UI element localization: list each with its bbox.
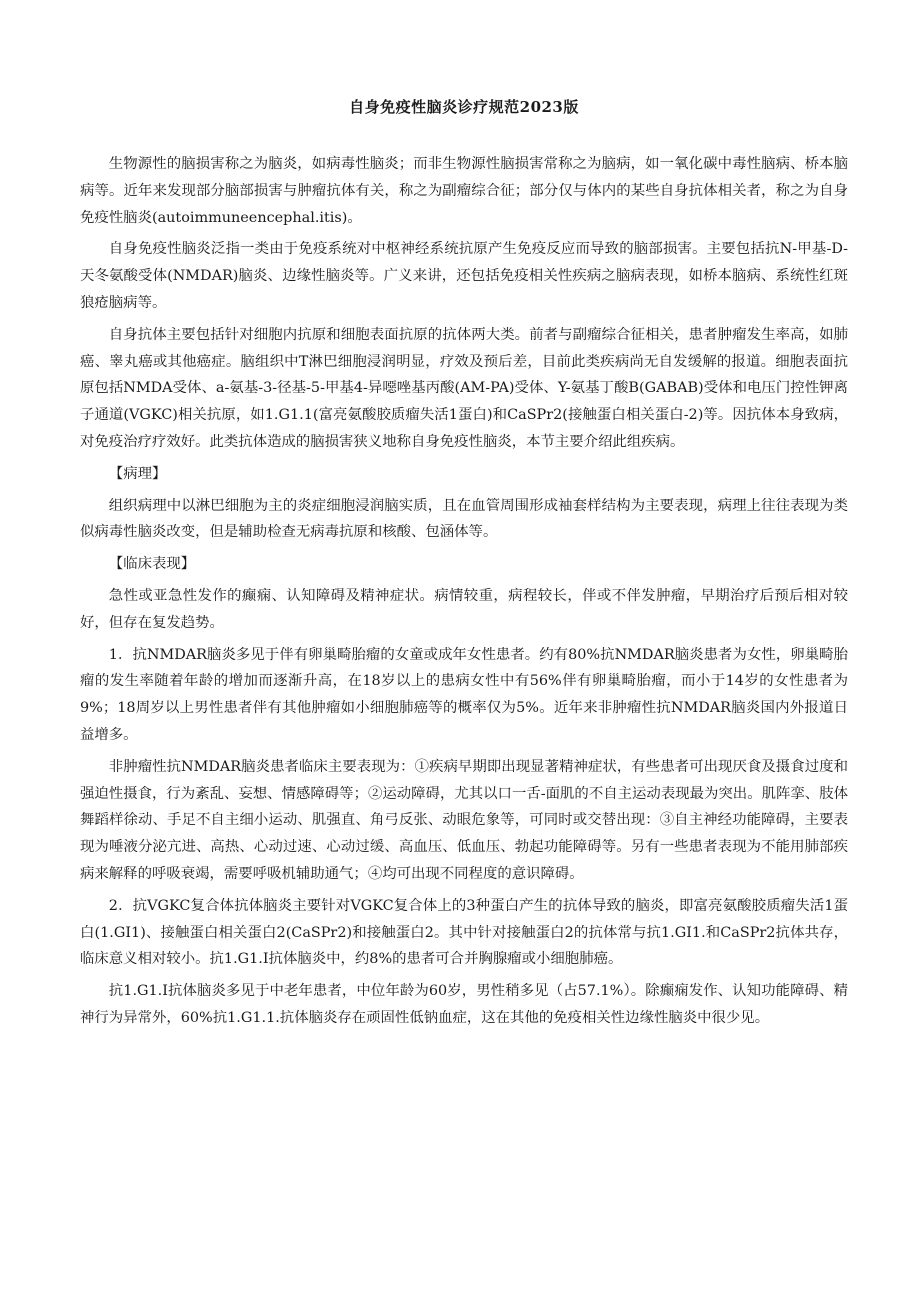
paragraph-nmdar-symptoms: 非肿瘤性抗NMDAR脑炎患者临床主要表现为：①疾病早期即出现显著精神症状，有些患者可出现厌食及摄食过度和强迫性摄食，行为紊乱、妄想、情感障碍等；②运动障碍，尤其以口一舌-面肌的不自主运动表现最为突出。肌阵挛、肢体舞蹈样徐动、手足不自主细小运动、肌强直、角弓反张、动眼危象等，可同时或交替出现：③自主神经功能障碍，主要表现为唾液分泌亢进、高热、心动过速、心动过缓、高血压、低血压、勃起功能障碍等。另有一些患者表现为不能用肺部疾病来解释的呼吸衰竭，需要呼吸机辅助通气；④均可出现不同程度的意识障碍。 — [80, 758, 848, 882]
paragraph-clinical-summary: 急性或亚急性发作的癫痫、认知障碍及精神症状。病情较重，病程较长，伴或不伴发肿瘤，早期治疗后预后相对较好，但存在复发趋势。 — [80, 587, 848, 631]
paragraph-nmdar: 1．抗NMDAR脑炎多见于伴有卵巢畸胎瘤的女童或成年女性患者。约有80%抗NMDAR脑炎患者为女性，卵巢畸胎瘤的发生率随着年龄的增加而逐渐升高，在18岁以上的患病女性中有56%伴有卵巢畸胎瘤，而小于14岁的女性患者为9%；18周岁以上男性患者伴有其他肿瘤如小细胞肺癌等的概率仅为5%。近年来非肿瘤性抗NMDAR脑炎国内外报道日益增多。 — [80, 646, 848, 743]
document-title: 自身免疫性脑炎诊疗规范2023版 — [349, 98, 579, 116]
paragraph-definition: 自身免疫性脑炎泛指一类由于免疫系统对中枢神经系统抗原产生免疫反应而导致的脑部损害。主要包括抗N-甲基-D-天冬氨酸受体(NMDAR)脑炎、边缘性脑炎等。广义来讲，还包括免疫相关性疾病之脑病表现，如桥本脑病、系统性红斑狼疮脑病等。 — [80, 241, 848, 311]
paragraph-lgi1: 抗1.G1.I抗体脑炎多见于中老年患者，中位年龄为60岁，男性稍多见（占57.1%）。除癫痫发作、认知功能障碍、精神行为异常外，60%抗1.G1.1.抗体脑炎存在顽固性低钠血症，这在其他的免疫相关性边缘性脑炎中很少见。 — [80, 983, 848, 1026]
paragraph-pathology: 组织病理中以淋巴细胞为主的炎症细胞浸润脑实质，且在血管周围形成袖套样结构为主要表现，病理上往往表现为类似病毒性脑炎改变，但是辅助检查无病毒抗原和核酸、包涵体等。 — [80, 497, 848, 541]
section-heading-clinical: 【临床表现】 — [108, 556, 196, 573]
document-page — [80, 96, 848, 1037]
paragraph-vgkc: 2．抗VGKC复合体抗体脑炎主要针对VGKC复合体上的3种蛋白产生的抗体导致的脑炎，即富亮氨酸胶质瘤失活1蛋白(1.GI1)、接触蛋白相关蛋白2(CaSPr2)和接触蛋白2。其中针对接触蛋白2的抗体常与抗1.GI1.和CaSPr2抗体共存，临床意义相对较小。抗1.G1.I抗体脑炎中，约8%的患者可合并胸腺瘤或小细胞肺癌。 — [80, 897, 848, 968]
section-heading-pathology: 【病理】 — [108, 465, 167, 482]
paragraph-intro: 生物源性的脑损害称之为脑炎，如病毒性脑炎；而非生物源性脑损害常称之为脑病，如一氧化碳中毒性脑病、桥本脑病等。近年来发现部分脑部损害与肿瘤抗体有关，称之为副瘤综合征；部分仅与体内的某些自身抗体相关者，称之为自身免疫性脑炎(autoimmuneencephal.itis)。 — [80, 156, 848, 226]
paragraph-autoantibodies: 自身抗体主要包括针对细胞内抗原和细胞表面抗原的抗体两大类。前者与副瘤综合征相关，患者肿瘤发生率高，如肺癌、睾丸癌或其他癌症。脑组织中T淋巴细胞浸润明显，疗效及预后差，目前此类疾病尚无自发缓解的报道。细胞表面抗原包括NMDA受体、a-氨基-3-径基-5-甲基4-异噁唑基丙酸(AM-PA)受体、Y-氨基丁酸B(GABAB)受体和电压门控性钾离子通道(VGKC)相关抗原，如1.G1.1(富亮氨酸胶质瘤失活1蛋白)和CaSPr2(接触蛋白相关蛋白-2)等。因抗体本身致病，对免疫治疗疗效好。此类抗体造成的脑损害狭义地称自身免疫性脑炎，本节主要介绍此组疾病。 — [80, 326, 848, 450]
